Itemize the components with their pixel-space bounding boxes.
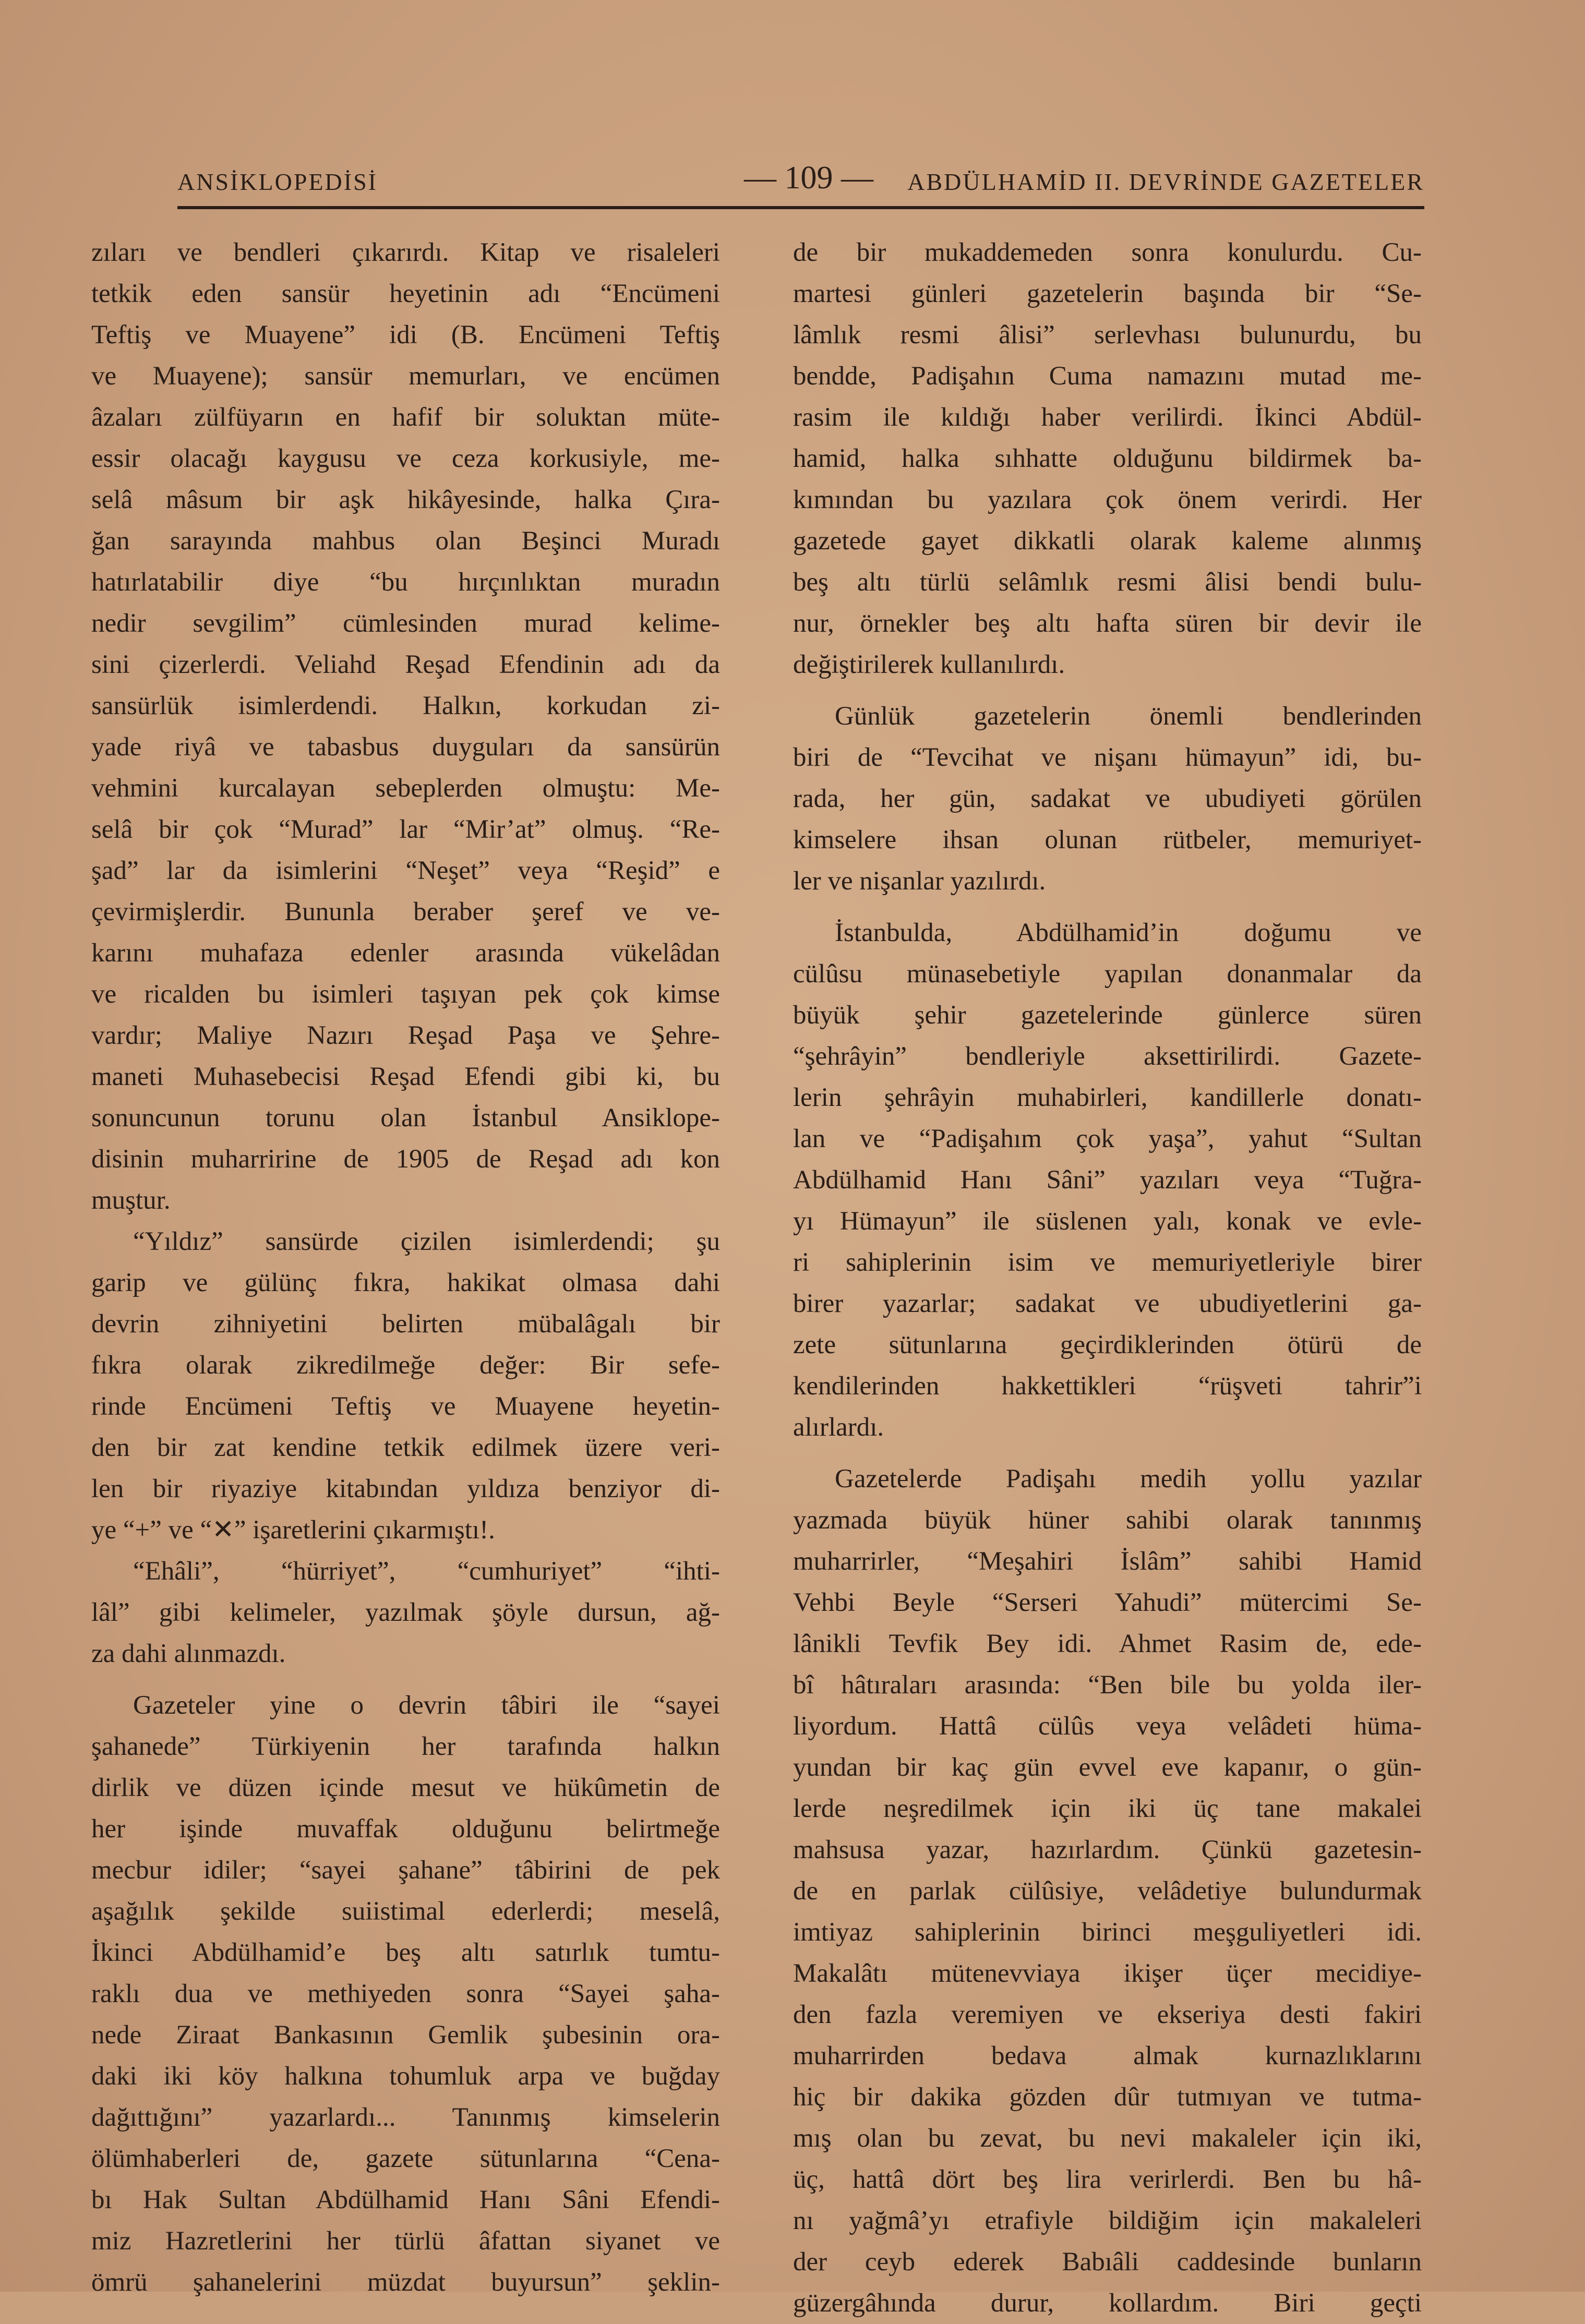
text-line: selâ bir çok “Murad” lar “Mir’at” olmuş. “Re- bbox=[91, 815, 720, 844]
text-line: miz Hazretlerini her türlü âfattan siyanet ve bbox=[91, 2226, 720, 2256]
text-line: den bir zat kendine tetkik edilmek üzere veri- bbox=[91, 1433, 720, 1462]
text-line: rada, her gün, sadakat ve ubudiyeti görülen bbox=[793, 784, 1422, 813]
text-line: ölümhaberleri de, gazete sütunlarına “Cena- bbox=[91, 2144, 720, 2173]
text-line: bı Hak Sultan Abdülhamid Hanı Sâni Efendi- bbox=[91, 2185, 720, 2214]
page-header bbox=[177, 156, 1424, 203]
text-line: karını muhafaza edenler arasında vükelâdan bbox=[91, 938, 720, 968]
text-line: Makalâtı mütenevviaya ikişer üçer mecidiye- bbox=[793, 1959, 1422, 1988]
text-line: tetkik eden sansür heyetinin adı “Encümeni bbox=[91, 279, 720, 308]
text-line: Teftiş ve Muayene” idi (B. Encümeni Teftiş bbox=[91, 320, 720, 350]
text-line: muharrirler, “Meşahiri İslâm” sahibi Hamid bbox=[793, 1547, 1422, 1576]
text-line: mecbur idiler; “sayei şahane” tâbirini de pek bbox=[91, 1856, 720, 1885]
text-line: aşağılık şekilde suiistimal ederlerdi; meselâ, bbox=[91, 1897, 720, 1926]
paragraph-gap bbox=[793, 902, 1422, 912]
text-line: biri de “Tevcihat ve nişanı hümayun” idi, bu- bbox=[793, 743, 1422, 772]
text-line: devrin zihniyetini belirten mübalâgalı bir bbox=[91, 1309, 720, 1339]
text-line: Gazetelerde Padişahı medih yollu yazılar bbox=[835, 1464, 1422, 1494]
text-line: lerde neşredilmek için iki üç tane makalei bbox=[793, 1794, 1422, 1823]
text-line: ri sahiplerinin isim ve memuriyetleriyle birer bbox=[793, 1248, 1422, 1277]
text-line: İstanbulda, Abdülhamid’in doğumu ve bbox=[835, 918, 1422, 947]
text-line: “Ehâli”, “hürriyet”, “cumhuriyet” “ihti- bbox=[133, 1557, 720, 1586]
text-line: kımından bu yazılara çok önem verirdi. Her bbox=[793, 485, 1422, 514]
text-line: üç, hattâ dört beş lira verirlerdi. Ben bu hâ- bbox=[793, 2165, 1422, 2194]
text-line: alırlardı. bbox=[793, 1413, 884, 1442]
text-line: zete sütunlarına geçirdiklerinden ötürü de bbox=[793, 1330, 1422, 1359]
text-line: sonuncunun torunu olan İstanbul Ansiklope- bbox=[91, 1103, 720, 1133]
text-line: essir olacağı kaygusu ve ceza korkusiyle, me- bbox=[91, 444, 720, 473]
header-rule bbox=[177, 206, 1424, 209]
paragraph-gap bbox=[91, 1675, 720, 1685]
text-line: garip ve gülünç fıkra, hakikat olmasa dahi bbox=[91, 1268, 720, 1297]
text-line: fıkra olarak zikredilmeğe değer: Bir sefe- bbox=[91, 1351, 720, 1380]
text-line: kimselere ihsan olunan rütbeler, memuriyet- bbox=[793, 825, 1422, 854]
text-line: mış olan bu zevat, bu nevi makaleler için iki, bbox=[793, 2124, 1422, 2153]
text-line: gazetede gayet dikkatli olarak kaleme alınmış bbox=[793, 526, 1422, 556]
left-text-column bbox=[91, 232, 720, 2303]
text-line: Vehbi Beyle “Serseri Yahudi” mütercimi Se- bbox=[793, 1588, 1422, 1617]
text-line: beş altı türlü selâmlık resmi âlisi bendi bulu- bbox=[793, 568, 1422, 597]
text-line: kendilerinden hakkettikleri “rüşveti tahrir”i bbox=[793, 1371, 1422, 1401]
text-line: nedir sevgilim” cümlesinden murad kelime- bbox=[91, 609, 720, 638]
text-line: lâmlık resmi âlisi” serlevhası bulunurdu, bu bbox=[793, 320, 1422, 350]
text-line: büyük şehir gazetelerinde günlerce süren bbox=[793, 1001, 1422, 1030]
page-number: — 109 — bbox=[744, 160, 873, 196]
text-line: ler ve nişanlar yazılırdı. bbox=[793, 866, 1046, 896]
paragraph-gap bbox=[793, 685, 1422, 696]
text-line: yı Hümayun” ile süslenen yalı, konak ve evle- bbox=[793, 1207, 1422, 1236]
text-line: ve Muayene); sansür memurları, ve encümen bbox=[91, 362, 720, 391]
text-line: rasim ile kıldığı haber verilirdi. İkinci Abdül- bbox=[793, 403, 1422, 432]
text-line: “şehrâyin” bendleriyle aksettirilirdi. Gazete- bbox=[793, 1042, 1422, 1071]
text-line: lâl” gibi kelimeler, yazılmak şöyle dursun, ağ- bbox=[91, 1598, 720, 1627]
text-line: mahsusa yazar, hazırlardım. Çünkü gazetesin- bbox=[793, 1835, 1422, 1864]
text-line: hamid, halka sıhhatte olduğunu bildirmek ba- bbox=[793, 444, 1422, 473]
text-line: güzergâhında durur, kollardım. Biri geçti bbox=[793, 2289, 1422, 2318]
text-line: ye “+” ve “✕” işaretlerini çıkarmıştı!. bbox=[91, 1515, 495, 1545]
text-line: şad” lar da isimlerini “Neşet” veya “Reşid” e bbox=[91, 856, 720, 885]
header-right-title: ABDÜLHAMİD II. DEVRİNDE GAZETELER bbox=[907, 168, 1424, 195]
text-line: sansürlük isimlerdendi. Halkın, korkudan zi- bbox=[91, 691, 720, 720]
text-line: birer yazarlar; sadakat ve ubudiyetlerini ga- bbox=[793, 1289, 1422, 1318]
text-line: selâ mâsum bir aşk hikâyesinde, halka Çıra- bbox=[91, 485, 720, 514]
text-line: hatırlatabilir diye “bu hırçınlıktan muradın bbox=[91, 568, 720, 597]
text-line: ve ricalden bu isimleri taşıyan pek çok kimse bbox=[91, 980, 720, 1009]
text-line: ğan sarayında mahbus olan Beşinci Muradı bbox=[91, 526, 720, 556]
text-line: de en parlak cülûsiye, velâdetiye bulundurmak bbox=[793, 1876, 1422, 1906]
text-line: muştur. bbox=[91, 1186, 171, 1215]
text-line: den fazla veremiyen ve ekseriya desti fakiri bbox=[793, 2000, 1422, 2029]
text-line: yazmada büyük hüner sahibi olarak tanınmış bbox=[793, 1506, 1422, 1535]
text-line: vehmini kurcalayan sebeplerden olmuştu: Me- bbox=[91, 774, 720, 803]
text-line: bendde, Padişahın Cuma namazını mutad me- bbox=[793, 362, 1422, 391]
text-line: Gazeteler yine o devrin tâbiri ile “sayei bbox=[133, 1691, 720, 1720]
text-line: nede Ziraat Bankasının Gemlik şubesinin ora- bbox=[91, 2020, 720, 2050]
text-line: vardır; Maliye Nazırı Reşad Paşa ve Şehre- bbox=[91, 1021, 720, 1050]
paragraph-gap bbox=[793, 1448, 1422, 1459]
text-line: İkinci Abdülhamid’e beş altı satırlık tumtu- bbox=[91, 1938, 720, 1967]
text-line: lânikli Tevfik Bey idi. Ahmet Rasim de, ede- bbox=[793, 1629, 1422, 1658]
text-line: len bir riyaziye kitabından yıldıza benziyor di- bbox=[91, 1474, 720, 1503]
text-line: maneti Muhasebecisi Reşad Efendi gibi ki, bu bbox=[91, 1062, 720, 1091]
text-line: nur, örnekler beş altı hafta süren bir devir ile bbox=[793, 609, 1422, 638]
text-line: lerin şehrâyin muhabirleri, kandillerle donatı- bbox=[793, 1083, 1422, 1112]
header-left-title: ANSİKLOPEDİSİ bbox=[177, 168, 378, 195]
text-line: Günlük gazetelerin önemli bendlerinden bbox=[835, 702, 1422, 731]
text-line: muharrirden bedava almak kurnazlıklarını bbox=[793, 2041, 1422, 2070]
text-line: disinin muharririne de 1905 de Reşad adı kon bbox=[91, 1145, 720, 1174]
text-line: “Yıldız” sansürde çizilen isimlerdendi; şu bbox=[133, 1227, 720, 1256]
text-line: cülûsu münasebetiyle yapılan donanmalar da bbox=[793, 959, 1422, 989]
text-line: liyordum. Hattâ cülûs veya velâdeti hüma- bbox=[793, 1712, 1422, 1741]
text-line: zıları ve bendleri çıkarırdı. Kitap ve risaleleri bbox=[91, 238, 720, 267]
right-text-column bbox=[793, 232, 1422, 2324]
text-line: daki iki köy halkına tohumluk arpa ve buğday bbox=[91, 2062, 720, 2091]
text-line: dirlik ve düzen içinde mesut ve hükûmetin de bbox=[91, 1773, 720, 1802]
text-line: ömrü şahanelerini müzdat buyursun” şeklin- bbox=[91, 2268, 720, 2297]
text-line: Abdülhamid Hanı Sâni” yazıları veya “Tuğra- bbox=[793, 1165, 1422, 1195]
text-line: sini çizerlerdi. Veliahd Reşad Efendinin adı da bbox=[91, 650, 720, 679]
text-line: za dahi alınmazdı. bbox=[91, 1639, 286, 1668]
text-line: nı yağmâ’yı etrafiyle bildiğim için makaleleri bbox=[793, 2206, 1422, 2235]
text-line: âzaları zülfüyarın en hafif bir soluktan müte- bbox=[91, 403, 720, 432]
text-line: her işinde muvaffak olduğunu belirtmeğe bbox=[91, 1814, 720, 1844]
text-line: çevirmişlerdir. Bununla beraber şeref ve ve- bbox=[91, 897, 720, 926]
text-line: der ceyb ederek Babıâli caddesinde bunların bbox=[793, 2247, 1422, 2277]
text-line: dağıttığını” yazarlardı... Tanınmış kimselerin bbox=[91, 2103, 720, 2132]
text-line: hiç bir dakika gözden dûr tutmıyan ve tutma- bbox=[793, 2082, 1422, 2112]
text-line: yade riyâ ve tabasbus duyguları da sansürün bbox=[91, 732, 720, 762]
text-line: de bir mukaddemeden sonra konulurdu. Cu- bbox=[793, 238, 1422, 267]
text-line: raklı dua ve methiyeden sonra “Sayei şaha- bbox=[91, 1979, 720, 2008]
text-line: imtiyaz sahiplerinin birinci meşguliyetleri idi. bbox=[793, 1918, 1422, 1947]
text-line: bî hâtıraları arasında: “Ben bile bu yolda iler- bbox=[793, 1670, 1422, 1700]
text-line: rinde Encümeni Teftiş ve Muayene heyetin- bbox=[91, 1392, 720, 1421]
text-line: martesi günleri gazetelerin başında bir “Se- bbox=[793, 279, 1422, 308]
text-line: yundan bir kaç gün evvel eve kapanır, o gün- bbox=[793, 1753, 1422, 1782]
text-line: değiştirilerek kullanılırdı. bbox=[793, 650, 1065, 679]
text-line: lan ve “Padişahım çok yaşa”, yahut “Sultan bbox=[793, 1124, 1422, 1153]
text-line: şahanede” Türkiyenin her tarafında halkın bbox=[91, 1732, 720, 1761]
